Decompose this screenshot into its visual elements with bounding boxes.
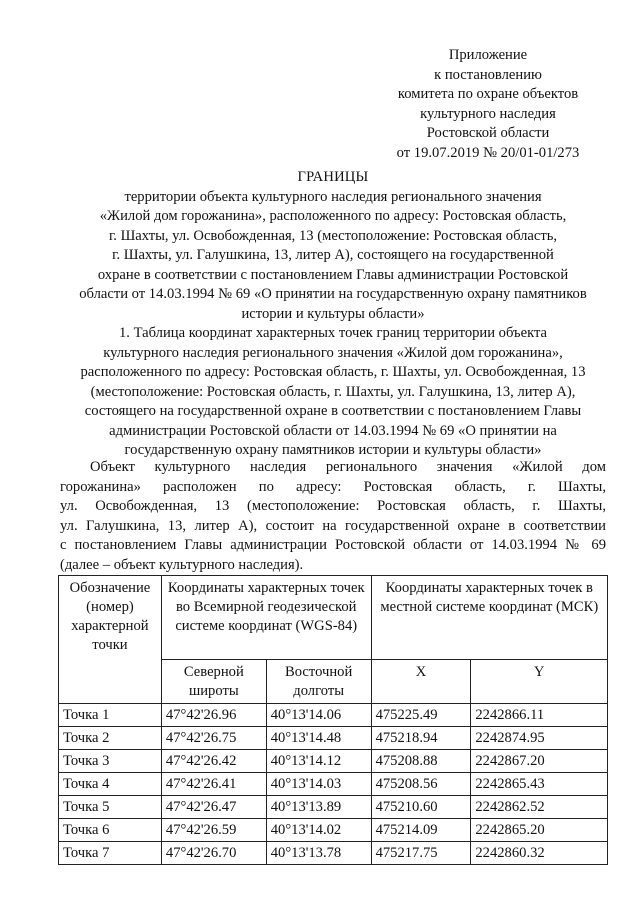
section-line: (местоположение: Ростовская область, г. Шахты, ул. Галушкина, 13, литер А), [90,383,576,400]
section-heading [60,324,606,461]
section-line: государственную охрану памятников истории и культуры области» [124,442,542,458]
header-north-latitude: Северной широты [161,660,266,704]
heading-line: территории объекта культурного наследия регионального значения [124,188,542,205]
heading-line: охране в соответствии с постановлением Главы администрации Ростовской [97,266,569,283]
cell-latitude: 47°42'26.42 [161,750,266,773]
paragraph-line: ул. Галушкина, 13, литер А), состоит на государственной охране в соответствии [60,517,606,534]
header-y: Y [471,660,608,704]
header-point-designation: Обозначение (номер) характерной точки [59,576,162,704]
section-line: состоящего на государственной охране в соответствии с постановлением Главы [84,403,582,419]
appendix-line: от 19.07.2019 № 20/01-01/273 [396,144,580,161]
header-wgs84: Координаты характерных точек во Всемирной геодезической системе координат (WGS-84) [161,576,371,660]
cell-longitude: 40°13'14.12 [266,750,371,773]
section-line: культурного наследия регионального значения «Жилой дом горожанина», [103,344,563,361]
cell-point: Точка 4 [59,773,162,796]
document-title: ГРАНИЦЫ [297,169,369,185]
cell-longitude: 40°13'14.48 [266,727,371,750]
cell-y: 2242865.20 [471,819,608,842]
heading-line: «Жилой дом горожанина», расположенного по адресу: Ростовская область, [99,208,567,224]
cell-longitude: 40°13'14.06 [266,704,371,727]
cell-x: 475210.60 [371,796,471,819]
cell-y: 2242865.43 [471,773,608,796]
header-msk: Координаты характерных точек в местной системе координат (МСК) [371,576,607,660]
table-row [59,704,608,727]
appendix-line: культурного наследия [420,105,556,122]
coordinates-table [58,575,608,865]
cell-longitude: 40°13'13.89 [266,796,371,819]
table-body [59,704,608,865]
paragraph-line: Объект культурного наследия регионального значения «Жилой дом [90,459,606,475]
cell-latitude: 47°42'26.75 [161,727,266,750]
cell-latitude: 47°42'26.59 [161,819,266,842]
appendix-block [368,46,608,163]
appendix-line: Приложение [448,47,528,63]
cell-point: Точка 2 [59,727,162,750]
cell-longitude: 40°13'13.78 [266,842,371,865]
paragraph-line: горожанина» расположен по адресу: Ростовская область, г. Шахты, [60,478,606,495]
cell-x: 475214.09 [371,819,471,842]
table-row [59,842,608,865]
section-line: 1. Таблица координат характерных точек границ территории объекта [118,325,547,341]
paragraph-line: с постановлением Главы администрации Ростовской области от 14.03.1994 № 69 [60,537,606,553]
cell-x: 475218.94 [371,727,471,750]
heading-line: области от 14.03.1994 № 69 «О принятии на государственную охрану памятников [79,286,587,302]
heading-line: г. Шахты, ул. Освобожденная, 13 (местоположение: Ростовская область, [108,227,558,244]
cell-y: 2242874.95 [471,727,608,750]
header-east-longitude: Восточной долготы [266,660,371,704]
paragraph-line: ул. Освобожденная, 13 (местоположение: Ростовская область, г. Шахты, [60,498,606,514]
appendix-line: Ростовской области [426,125,550,141]
table-row [59,750,608,773]
cell-y: 2242867.20 [471,750,608,773]
cell-longitude: 40°13'14.02 [266,819,371,842]
cell-y: 2242866.11 [471,704,608,727]
cell-y: 2242860.32 [471,842,608,865]
document-heading [60,168,606,324]
cell-point: Точка 5 [59,796,162,819]
appendix-line: комитета по охране объектов [397,86,579,102]
cell-x: 475217.75 [371,842,471,865]
cell-latitude: 47°42'26.41 [161,773,266,796]
cell-point: Точка 1 [59,704,162,727]
cell-latitude: 47°42'26.96 [161,704,266,727]
cell-x: 475208.56 [371,773,471,796]
appendix-line: к постановлению [434,66,542,83]
cell-latitude: 47°42'26.70 [161,842,266,865]
body-paragraph [60,458,606,575]
cell-point: Точка 6 [59,819,162,842]
heading-line: г. Шахты, ул. Галушкина, 13, литер А), состоящего на государственной [112,247,554,263]
cell-point: Точка 7 [59,842,162,865]
cell-longitude: 40°13'14.03 [266,773,371,796]
cell-x: 475225.49 [371,704,471,727]
cell-point: Точка 3 [59,750,162,773]
table-row [59,773,608,796]
section-line: расположенного по адресу: Ростовская область, г. Шахты, ул. Освобожденная, 13 [80,364,586,380]
heading-line: истории и культуры области» [241,305,425,322]
table-row [59,819,608,842]
cell-y: 2242862.52 [471,796,608,819]
table-header-row [59,576,608,660]
cell-x: 475208.88 [371,750,471,773]
cell-latitude: 47°42'26.47 [161,796,266,819]
header-x: X [371,660,471,704]
table-row [59,796,608,819]
paragraph-line: (далее – объект культурного наследия). [60,556,304,573]
section-line: администрации Ростовской области от 14.03.1994 № 69 «О принятии на [109,422,557,439]
table-row [59,727,608,750]
